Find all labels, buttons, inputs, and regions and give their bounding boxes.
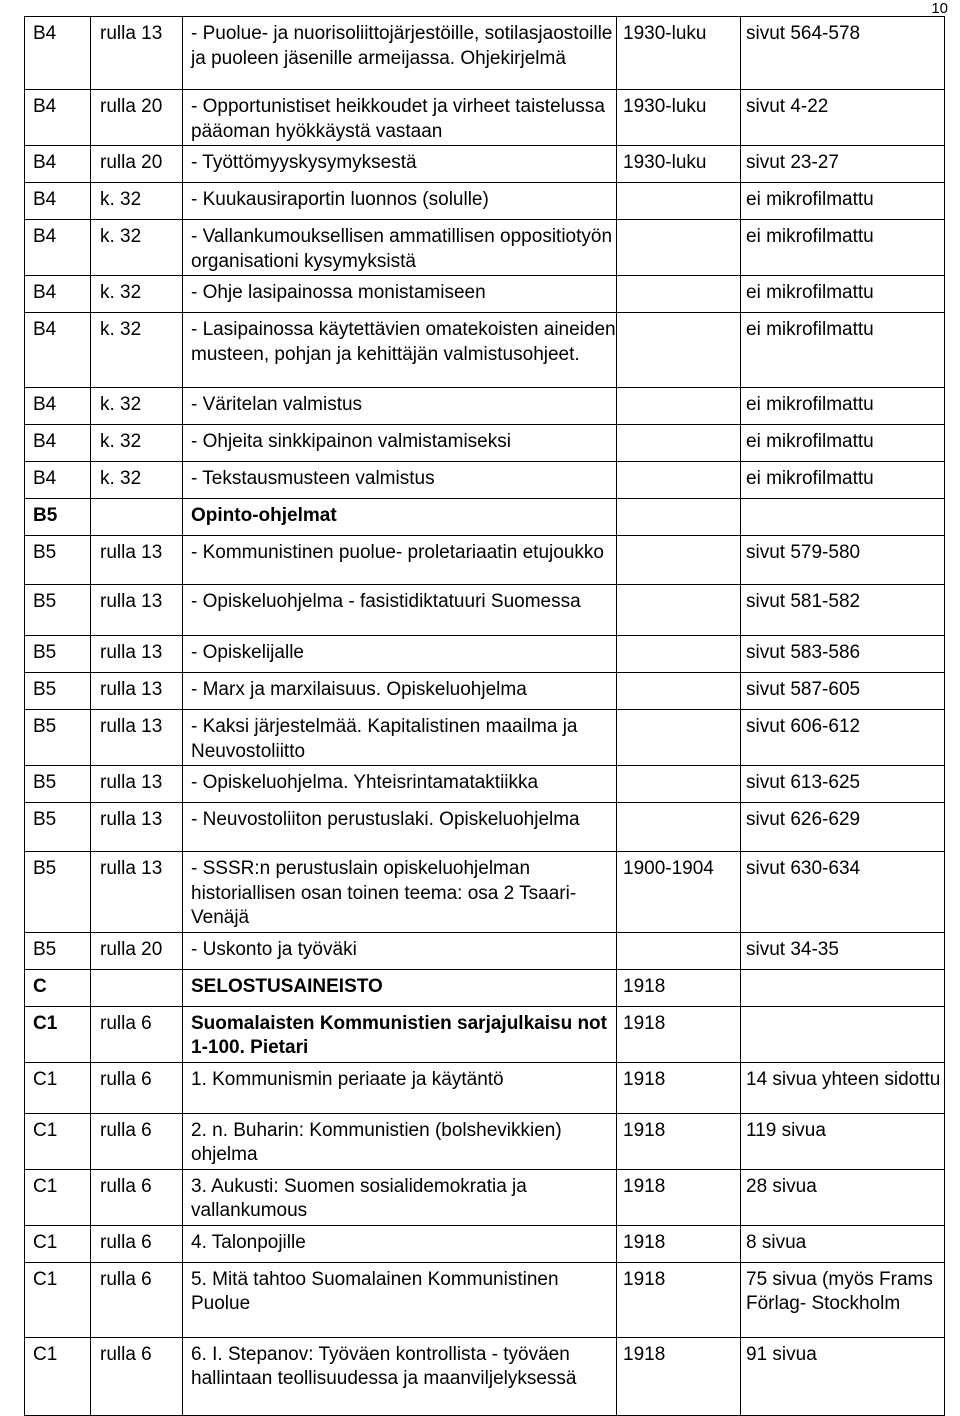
row-date: 1918 (617, 1225, 741, 1262)
row-date: 1918 (617, 1006, 741, 1062)
row-date (617, 536, 741, 585)
row-pages: sivut 583-586 (741, 636, 945, 673)
row-pages: sivut 4-22 (741, 90, 945, 146)
row-location: k. 32 (91, 388, 183, 425)
row-title: - SSSR:n perustuslain opiskeluohjelman historiallisen osan toinen teema: osa 2 Tsaari-Venäjä (183, 852, 617, 933)
section-code: B5 (25, 499, 91, 536)
row-location: rulla 6 (91, 1113, 183, 1169)
table-row (25, 276, 945, 313)
row-date (617, 388, 741, 425)
row-date: 1918 (617, 1337, 741, 1415)
table-row (25, 673, 945, 710)
section-code: C1 (25, 1006, 91, 1062)
row-date (617, 220, 741, 276)
row-pages (741, 1006, 945, 1062)
row-date (617, 766, 741, 803)
row-date (617, 499, 741, 536)
row-code: C1 (25, 1262, 91, 1337)
row-pages: sivut 587-605 (741, 673, 945, 710)
row-title: - Uskonto ja työväki (183, 932, 617, 969)
row-pages: 119 sivua (741, 1113, 945, 1169)
section-title: Suomalaisten Kommunistien sarjajulkaisu not 1-100. Pietari (183, 1006, 617, 1062)
row-pages: sivut 630-634 (741, 852, 945, 933)
row-title: 3. Aukusti: Suomen sosialidemokratia ja vallankumous (183, 1169, 617, 1225)
row-location: k. 32 (91, 183, 183, 220)
row-title: - Opiskeluohjelma. Yhteisrintamataktiikka (183, 766, 617, 803)
row-code: C1 (25, 1169, 91, 1225)
row-date (617, 276, 741, 313)
table-row (25, 183, 945, 220)
table-row (25, 766, 945, 803)
row-pages: sivut 34-35 (741, 932, 945, 969)
row-code: B4 (25, 146, 91, 183)
table-row (25, 710, 945, 766)
row-code: B4 (25, 425, 91, 462)
row-title: 4. Talonpojille (183, 1225, 617, 1262)
table-row (25, 313, 945, 388)
row-location: k. 32 (91, 276, 183, 313)
row-code: C1 (25, 1337, 91, 1415)
row-code: C1 (25, 1113, 91, 1169)
row-location: k. 32 (91, 462, 183, 499)
row-code: B4 (25, 183, 91, 220)
archive-catalog-table (24, 16, 945, 1416)
row-title: - Väritelan valmistus (183, 388, 617, 425)
table-row (25, 1169, 945, 1225)
row-pages: sivut 564-578 (741, 17, 945, 90)
row-title: - Puolue- ja nuorisoliittojärjestöille, sotilasjaostoille ja puoleen jäsenille armeijassa. Ohjekirjelmä (183, 17, 617, 90)
row-location: rulla 20 (91, 90, 183, 146)
table-row (25, 1062, 945, 1113)
row-title: 1. Kommunismin periaate ja käytäntö (183, 1062, 617, 1113)
row-location: rulla 20 (91, 146, 183, 183)
row-date: 1918 (617, 969, 741, 1006)
row-pages: 28 sivua (741, 1169, 945, 1225)
row-date (617, 425, 741, 462)
row-location: rulla 13 (91, 673, 183, 710)
row-pages: 75 sivua (myös Frams Förlag- Stockholm (741, 1262, 945, 1337)
row-date (617, 673, 741, 710)
row-pages: sivut 579-580 (741, 536, 945, 585)
row-code: B5 (25, 536, 91, 585)
row-title: - Opportunistiset heikkoudet ja virheet taistelussa pääoman hyökkäystä vastaan (183, 90, 617, 146)
row-pages: 91 sivua (741, 1337, 945, 1415)
row-date: 1900-1904 (617, 852, 741, 933)
row-title: - Ohje lasipainossa monistamiseen (183, 276, 617, 313)
table-row (25, 17, 945, 90)
row-code: B5 (25, 852, 91, 933)
row-location: rulla 13 (91, 536, 183, 585)
table-row (25, 90, 945, 146)
row-pages: sivut 23-27 (741, 146, 945, 183)
row-title: - Lasipainossa käytettävien omatekoisten aineiden musteen, pohjan ja kehittäjän valmistusohjeet. (183, 313, 617, 388)
row-code: B4 (25, 90, 91, 146)
row-code: B5 (25, 766, 91, 803)
row-date (617, 932, 741, 969)
row-pages: ei mikrofilmattu (741, 462, 945, 499)
table-row (25, 852, 945, 933)
table-row (25, 585, 945, 636)
row-pages: ei mikrofilmattu (741, 425, 945, 462)
row-title: - Neuvostoliiton perustuslaki. Opiskeluohjelma (183, 803, 617, 852)
table-row (25, 425, 945, 462)
row-location: rulla 13 (91, 636, 183, 673)
section-code: C (25, 969, 91, 1006)
row-code: B5 (25, 636, 91, 673)
row-date: 1930-luku (617, 146, 741, 183)
row-code: B5 (25, 585, 91, 636)
row-location: rulla 6 (91, 1006, 183, 1062)
row-code: B4 (25, 313, 91, 388)
row-date (617, 183, 741, 220)
row-title: - Työttömyyskysymyksestä (183, 146, 617, 183)
row-pages (741, 969, 945, 1006)
row-code: B4 (25, 220, 91, 276)
row-code: B4 (25, 388, 91, 425)
row-title: - Ohjeita sinkkipainon valmistamiseksi (183, 425, 617, 462)
row-location: rulla 6 (91, 1169, 183, 1225)
row-location: rulla 13 (91, 852, 183, 933)
row-date (617, 585, 741, 636)
row-title: - Tekstausmusteen valmistus (183, 462, 617, 499)
table-row (25, 462, 945, 499)
row-code: B5 (25, 673, 91, 710)
row-date: 1930-luku (617, 90, 741, 146)
row-date: 1918 (617, 1169, 741, 1225)
row-pages: sivut 626-629 (741, 803, 945, 852)
section-header-row (25, 499, 945, 536)
row-title: - Opiskeluohjelma - fasistidiktatuuri Suomessa (183, 585, 617, 636)
row-location: rulla 13 (91, 585, 183, 636)
row-code: B4 (25, 276, 91, 313)
row-code: B5 (25, 803, 91, 852)
row-location (91, 969, 183, 1006)
row-location: rulla 13 (91, 710, 183, 766)
row-date: 1918 (617, 1262, 741, 1337)
row-code: C1 (25, 1225, 91, 1262)
row-pages: ei mikrofilmattu (741, 276, 945, 313)
row-date (617, 462, 741, 499)
row-location: rulla 6 (91, 1062, 183, 1113)
row-date (617, 313, 741, 388)
row-pages: ei mikrofilmattu (741, 313, 945, 388)
row-code: B5 (25, 932, 91, 969)
row-location: k. 32 (91, 313, 183, 388)
row-location: rulla 6 (91, 1262, 183, 1337)
row-title: 6. I. Stepanov: Työväen kontrollista - työväen hallintaan teollisuudessa ja maanviljelyksessä (183, 1337, 617, 1415)
table-row (25, 1225, 945, 1262)
row-pages: sivut 581-582 (741, 585, 945, 636)
row-location: rulla 13 (91, 766, 183, 803)
row-date (617, 710, 741, 766)
row-location: rulla 6 (91, 1337, 183, 1415)
row-code: B4 (25, 462, 91, 499)
table-row (25, 536, 945, 585)
table-row (25, 1337, 945, 1415)
row-title: - Kommunistinen puolue- proletariaatin etujoukko (183, 536, 617, 585)
table-row (25, 636, 945, 673)
table-row (25, 146, 945, 183)
page-number: 10 (931, 0, 948, 17)
row-pages: 14 sivua yhteen sidottu (741, 1062, 945, 1113)
row-title: - Marx ja marxilaisuus. Opiskeluohjelma (183, 673, 617, 710)
row-pages: sivut 606-612 (741, 710, 945, 766)
row-code: B4 (25, 17, 91, 90)
row-title: 5. Mitä tahtoo Suomalainen Kommunistinen Puolue (183, 1262, 617, 1337)
row-date: 1930-luku (617, 17, 741, 90)
row-pages: sivut 613-625 (741, 766, 945, 803)
table-row (25, 220, 945, 276)
row-date (617, 803, 741, 852)
row-title: - Opiskelijalle (183, 636, 617, 673)
row-date: 1918 (617, 1062, 741, 1113)
row-date: 1918 (617, 1113, 741, 1169)
row-location: rulla 20 (91, 932, 183, 969)
section-header-row (25, 969, 945, 1006)
table-row (25, 1262, 945, 1337)
row-location: rulla 6 (91, 1225, 183, 1262)
section-title: SELOSTUSAINEISTO (183, 969, 617, 1006)
row-location: rulla 13 (91, 803, 183, 852)
row-pages: ei mikrofilmattu (741, 183, 945, 220)
table-row (25, 932, 945, 969)
table-row (25, 1113, 945, 1169)
subsection-row (25, 1006, 945, 1062)
row-pages: ei mikrofilmattu (741, 388, 945, 425)
table-row (25, 388, 945, 425)
row-location: k. 32 (91, 220, 183, 276)
row-pages: 8 sivua (741, 1225, 945, 1262)
row-date (617, 636, 741, 673)
row-location (91, 499, 183, 536)
table-row (25, 803, 945, 852)
row-title: - Kaksi järjestelmää. Kapitalistinen maailma ja Neuvostoliitto (183, 710, 617, 766)
row-pages (741, 499, 945, 536)
section-title: Opinto-ohjelmat (183, 499, 617, 536)
row-title: - Kuukausiraportin luonnos (solulle) (183, 183, 617, 220)
row-title: - Vallankumouksellisen ammatillisen oppositiotyön organisationi kysymyksistä (183, 220, 617, 276)
row-code: C1 (25, 1062, 91, 1113)
row-title: 2. n. Buharin: Kommunistien (bolshevikkien) ohjelma (183, 1113, 617, 1169)
row-code: B5 (25, 710, 91, 766)
row-location: k. 32 (91, 425, 183, 462)
row-location: rulla 13 (91, 17, 183, 90)
row-pages: ei mikrofilmattu (741, 220, 945, 276)
